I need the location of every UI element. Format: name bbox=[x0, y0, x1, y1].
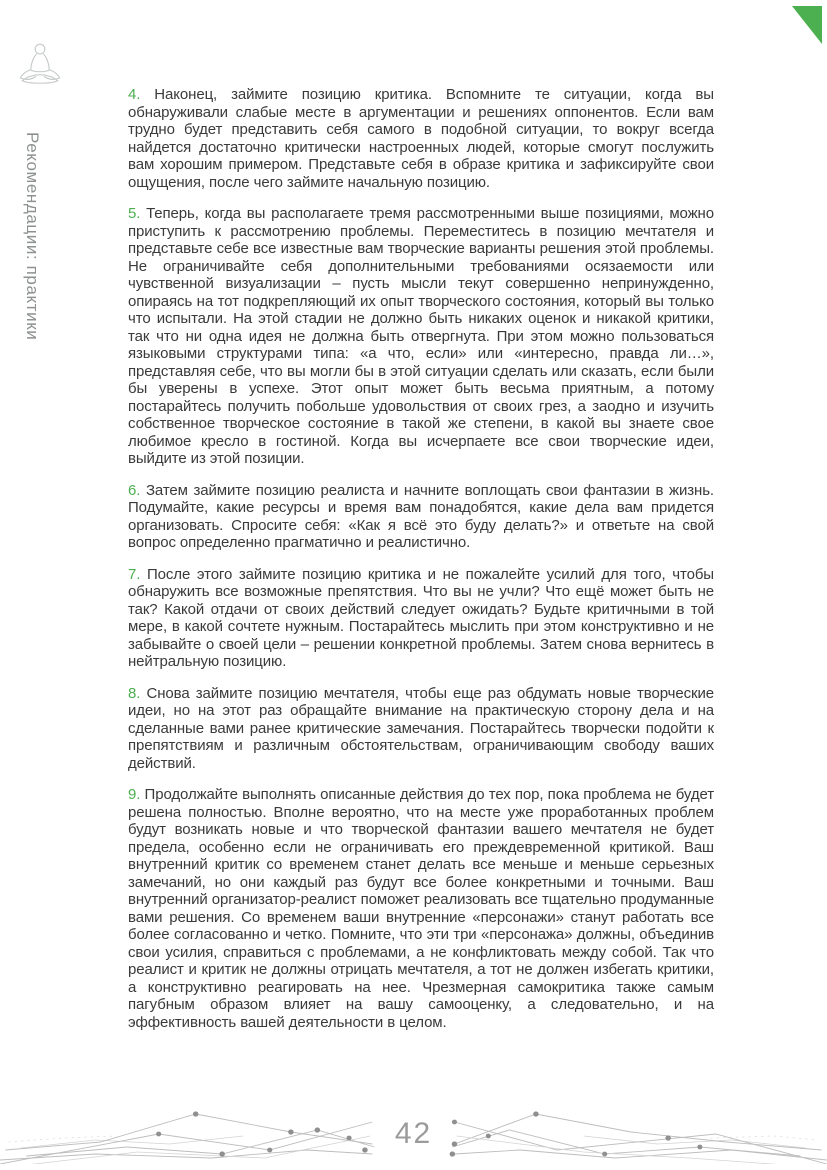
content-column bbox=[128, 86, 714, 1045]
corner-accent-triangle bbox=[792, 6, 822, 44]
paragraph-5: 5. Теперь, когда вы располагаете тремя рассмотренными выше позициями, можно приступить к рассмотрению проблемы. Переместитесь в позицию мечтателя и представьте себе все известные вам творческие варианты решения этой проблемы. Не ограничивайте себя дополнительными требованиями осязаемости или чувственной визуализации – пусть мысли текут совершенно непринужденно, опираясь на тот подкрепляющий их опыт творческого состояния, который вы только что испытали. На этой стадии не должно быть никаких оценок и никакой критики, так что ни одна идея не должна быть отвергнута. При этом можно пользоваться языковыми структурами типа: «а что, если» или «интересно, правда ли…», представляя себе, что вы могли бы в этой ситуации сделать или сказать, если были бы уверены в успехе. Этот опыт может быть весьма приятным, а потому постарайтесь получить побольше удовольствия от своих грез, а заодно и изучить собственное творческое состояние в такой же степени, в какой вы знаете свое любимое кресло в гостиной. Когда вы исчерпаете все свои творческие идеи, выйдите из этой позиции. bbox=[128, 205, 714, 467]
meditation-icon bbox=[12, 40, 68, 88]
sidebar bbox=[0, 0, 110, 1170]
paragraph-7: 7. После этого займите позицию критика и не пожалейте усилий для того, чтобы обнаружить все возможные препятствия. Что вы не учли? Что ещё может быть не так? Какой отдачи от своих действий следует ожидать? Будьте критичными в той мере, в какой сочтете нужным. Постарайтесь мыслить при этом конструктивно и не забывайте о своей цели – решении конкретной проблемы. Затем снова вернитесь в нейтральную позицию. bbox=[128, 565, 714, 670]
page-number: 42 bbox=[394, 1117, 433, 1150]
paragraph-6: 6. Затем займите позицию реалиста и начните воплощать свои фантазии в жизнь. Подумайте, какие ресурсы и время вам понадобятся, какие дела вам придется организовать. Спросите себя: «Как я всё это буду делать?» и ответьте на свой вопрос определенно прагматично и реалистично. bbox=[128, 481, 714, 551]
paragraph-8: 8. Снова займите позицию мечтателя, чтобы еще раз обдумать новые творческие идеи, но на этот раз обращайте внимание на практическую сторону дела и на сделанные вами ранее критические замечания. Постарайтесь творчески подойти к препятствиям и различным обстоятельствам, ограничивающим свободу ваших действий. bbox=[128, 684, 714, 772]
paragraph-number: 4. bbox=[128, 86, 155, 103]
paragraph-list bbox=[128, 86, 714, 1031]
page-footer bbox=[0, 1092, 827, 1164]
paragraph-number: 8. bbox=[128, 684, 147, 702]
network-decoration-left bbox=[0, 1092, 381, 1164]
paragraph-9: 9. Продолжайте выполнять описанные действия до тех пор, пока проблема не будет решена полностью. Вполне вероятно, что на месте уже проработанных проблем будут возникать новые и что творческой фантазии вашего мечтателя не будет предела, особенно если не ограничивать его преждевременной критикой. Ваш внутренний критик со временем станет делать все меньше и меньше серьезных замечаний, но они каждый раз будут все более конкретными и точными. Ваш внутренний организатор-реалист поможет реализовать все тщательно продуманные вами решения. Со временем ваши внутренние «персонажи» станут работать все более согласованно и четко. Помните, что эти три «персонажа» должны, объединив свои усилия, справиться с проблемами, а не конфликтовать между собой. Так что реалист и критик не должны отрицать мечтателя, а тот не должен избегать критики, а конструктивно реагировать на нее. Чрезмерная самокритика также самым пагубным образом влияет на вашу самооценку, а следовательно, и на эффективность вашей деятельности в целом. bbox=[128, 786, 714, 1031]
paragraph-number: 5. bbox=[128, 205, 147, 222]
paragraph-number: 6. bbox=[128, 481, 146, 499]
network-decoration-right bbox=[446, 1092, 827, 1164]
chapter-label: Рекомендации: практики bbox=[23, 132, 42, 341]
paragraph-number: 9. bbox=[128, 786, 145, 803]
paragraph-4: 4. Наконец, займите позицию критика. Вспомните те ситуации, когда вы обнаруживали слабые месте в аргументации и решениях оппонентов. Если вам трудно будет представить себя самого в подобной ситуации, то вокруг всегда найдется достаточно критически настроенных людей, которые смогут послужить вам хорошим примером. Представьте себя в образе критика и зафиксируйте свои ощущения, после чего займите начальную позицию. bbox=[128, 86, 714, 191]
paragraph-number: 7. bbox=[128, 565, 147, 583]
